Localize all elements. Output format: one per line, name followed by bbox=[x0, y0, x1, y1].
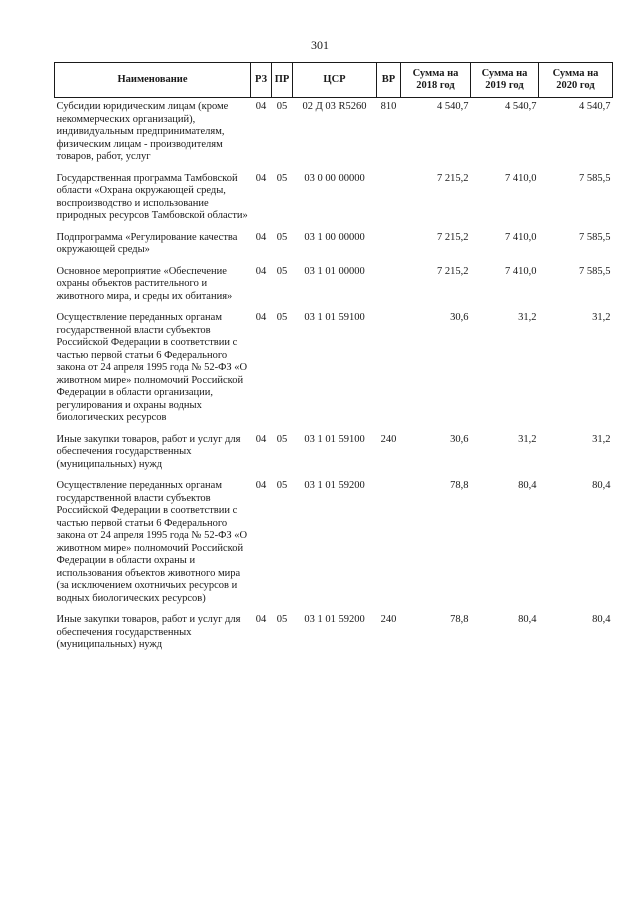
row-csr: 03 1 01 59200 bbox=[304, 614, 365, 625]
row-pr: 05 bbox=[276, 172, 288, 184]
row-sum-2019: 80,4 bbox=[518, 480, 537, 491]
row-sum-2018: 30,6 bbox=[450, 433, 469, 445]
row-name: Иные закупки товаров, работ и услуг для обеспечения государственных (муниципальных) нужд bbox=[56, 433, 241, 470]
row-sum-2019: 80,4 bbox=[518, 614, 537, 625]
row-pr: 05 bbox=[276, 433, 288, 445]
page-number: 301 bbox=[311, 38, 329, 52]
table-row bbox=[55, 431, 613, 478]
row-rz: 04 bbox=[255, 433, 267, 445]
row-pr: 05 bbox=[276, 614, 288, 625]
row-vr bbox=[377, 477, 401, 611]
row-sum-2020: 80,4 bbox=[592, 614, 611, 625]
table-header-row bbox=[55, 63, 613, 98]
row-rz: 04 bbox=[255, 480, 267, 491]
row-sum-2020: 31,2 bbox=[592, 433, 611, 445]
row-name: Осуществление переданных органам государственной власти субъектов Российской Федерации в соответствии с частью первой статьи 6 Федерального закона от 24 апреля 1995 года № 52-ФЗ «О животном мире» полномочий Российской Федерации в области организации, регулирования и охраны водных биологических ресурсов bbox=[56, 312, 248, 423]
row-vr bbox=[377, 309, 401, 431]
row-name: Осуществление переданных органам государственной власти субъектов Российской Федерации в соответствии с частью первой статьи 6 Федерального закона от 24 апреля 1995 года № 52-ФЗ «О животном мире» полномочий Российской Федерации в области охраны и использования объектов животного мира (за исключением охотничьих ресурсов и водных биологических ресурсов) bbox=[56, 480, 248, 604]
row-rz: 04 bbox=[255, 614, 267, 625]
table-row bbox=[55, 229, 613, 263]
row-rz: 04 bbox=[255, 312, 267, 323]
row-sum-2018: 30,6 bbox=[450, 312, 469, 323]
budget-table bbox=[54, 62, 613, 658]
row-sum-2019: 31,2 bbox=[518, 312, 537, 323]
row-sum-2020: 7 585,5 bbox=[579, 231, 611, 243]
header-sum-2020: Сумма на 2020 год bbox=[539, 63, 613, 98]
table-row bbox=[55, 170, 613, 229]
row-sum-2018: 7 215,2 bbox=[437, 231, 469, 243]
row-vr bbox=[377, 229, 401, 263]
row-name: Государственная программа Тамбовской области «Охрана окружающей среды, воспроизводство и использование природных ресурсов Тамбовской области» bbox=[56, 172, 248, 221]
row-vr: 240 bbox=[380, 433, 397, 445]
row-pr: 05 bbox=[276, 480, 288, 491]
header-sum-2019: Сумма на 2019 год bbox=[471, 63, 539, 98]
row-sum-2019: 4 540,7 bbox=[505, 101, 537, 112]
row-vr: 240 bbox=[380, 614, 397, 625]
row-sum-2019: 7 410,0 bbox=[505, 265, 537, 277]
row-rz: 04 bbox=[255, 172, 267, 184]
row-csr: 03 1 00 00000 bbox=[304, 231, 365, 243]
row-pr: 05 bbox=[276, 101, 288, 112]
table-row bbox=[55, 309, 613, 431]
row-csr: 03 1 01 00000 bbox=[304, 265, 365, 277]
row-rz: 04 bbox=[255, 265, 267, 277]
header-rz: РЗ bbox=[251, 63, 272, 98]
row-vr: 810 bbox=[380, 101, 397, 112]
row-rz: 04 bbox=[255, 101, 267, 112]
row-name: Основное мероприятие «Обеспечение охраны объектов растительного и животного мира, и среды их обитания» bbox=[56, 265, 233, 302]
row-sum-2020: 7 585,5 bbox=[579, 265, 611, 277]
header-csr: ЦСР bbox=[293, 63, 377, 98]
row-sum-2018: 78,8 bbox=[450, 480, 469, 491]
row-sum-2020: 80,4 bbox=[592, 480, 611, 491]
row-vr bbox=[377, 170, 401, 229]
row-csr: 02 Д 03 R5260 bbox=[302, 101, 367, 112]
row-csr: 03 0 00 00000 bbox=[304, 172, 365, 184]
row-sum-2018: 4 540,7 bbox=[437, 101, 469, 112]
row-name: Субсидии юридическим лицам (кроме некоммерческих организаций), индивидуальным предпринимателям, физическим лицам - производителям товаров, работ, услуг bbox=[56, 101, 229, 162]
row-rz: 04 bbox=[255, 231, 267, 243]
row-sum-2020: 4 540,7 bbox=[579, 101, 611, 112]
row-sum-2018: 7 215,2 bbox=[437, 172, 469, 184]
row-sum-2019: 7 410,0 bbox=[505, 231, 537, 243]
header-sum-2018: Сумма на 2018 год bbox=[401, 63, 471, 98]
row-sum-2018: 78,8 bbox=[450, 614, 469, 625]
row-pr: 05 bbox=[276, 265, 288, 277]
header-vr: ВР bbox=[377, 63, 401, 98]
row-csr: 03 1 01 59100 bbox=[304, 433, 365, 445]
row-vr bbox=[377, 263, 401, 310]
row-pr: 05 bbox=[276, 231, 288, 243]
row-pr: 05 bbox=[276, 312, 288, 323]
table-row bbox=[55, 263, 613, 310]
table-row bbox=[55, 477, 613, 611]
header-pr: ПР bbox=[272, 63, 293, 98]
row-sum-2019: 31,2 bbox=[518, 433, 537, 445]
table-row bbox=[55, 98, 613, 170]
row-sum-2018: 7 215,2 bbox=[437, 265, 469, 277]
table-row bbox=[55, 611, 613, 658]
row-sum-2020: 31,2 bbox=[592, 312, 611, 323]
row-name: Иные закупки товаров, работ и услуг для обеспечения государственных (муниципальных) нужд bbox=[56, 614, 241, 650]
row-sum-2019: 7 410,0 bbox=[505, 172, 537, 184]
header-name: Наименование bbox=[55, 63, 251, 98]
row-sum-2020: 7 585,5 bbox=[579, 172, 611, 184]
row-csr: 03 1 01 59100 bbox=[304, 312, 365, 323]
row-name: Подпрограмма «Регулирование качества окружающей среды» bbox=[56, 231, 238, 255]
row-csr: 03 1 01 59200 bbox=[304, 480, 365, 491]
